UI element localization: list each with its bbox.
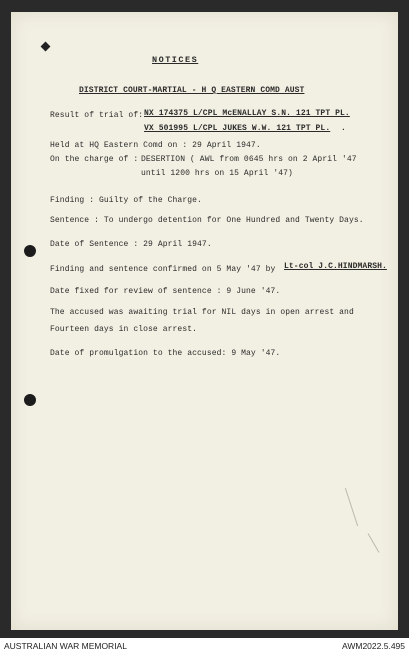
accused-2: VX 501995 L/CPL JUKES W.W. 121 TPT PL. <box>144 124 331 133</box>
confirmation-line: Finding and sentence confirmed on 5 May '47 by <box>50 265 276 274</box>
charge-label: On the charge of : <box>50 155 139 164</box>
charge-text-continued: until 1200 hrs on 15 April '47) <box>141 169 293 178</box>
archive-footer <box>0 638 409 653</box>
finding-line: Finding : Guilty of the Charge. <box>50 196 202 205</box>
footer-institution: AUSTRALIAN WAR MEMORIAL <box>4 641 127 651</box>
punch-hole-bottom <box>24 394 36 406</box>
paper-scratch <box>368 533 380 553</box>
awaiting-trial-line-2: Fourteen days in close arrest. <box>50 325 198 334</box>
page-corner-mark <box>41 42 51 52</box>
court-martial-subheading: DISTRICT COURT-MARTIAL - H Q EASTERN COMD AUST <box>79 86 305 95</box>
notice-heading: NOTICES <box>152 55 199 65</box>
held-at-line: Held at HQ Eastern Comd on : 29 April 1947. <box>50 141 261 150</box>
accused-2-terminator: . <box>341 124 346 133</box>
accused-1: NX 174375 L/CPL McENALLAY S.N. 121 TPT PL. <box>144 109 350 118</box>
review-date-line: Date fixed for review of sentence : 9 June '47. <box>50 287 281 296</box>
paper-scratch <box>345 488 358 526</box>
charge-text: DESERTION ( AWL from 0645 hrs on 2 April '47 <box>141 155 357 164</box>
result-label: Result of trial of: <box>50 111 144 120</box>
awaiting-trial-line-1: The accused was awaiting trial for NIL days in open arrest and <box>50 308 354 317</box>
sentence-date-line: Date of Sentence : 29 April 1947. <box>50 240 212 249</box>
sentence-line: Sentence : To undergo detention for One Hundred and Twenty Days. <box>50 216 364 225</box>
document-page <box>11 12 398 630</box>
promulgation-line: Date of promulgation to the accused: 9 May '47. <box>50 349 281 358</box>
confirming-officer: Lt-col J.C.HINDMARSH. <box>284 262 387 271</box>
punch-hole-top <box>24 245 36 257</box>
footer-reference: AWM2022.5.495 <box>342 641 405 651</box>
